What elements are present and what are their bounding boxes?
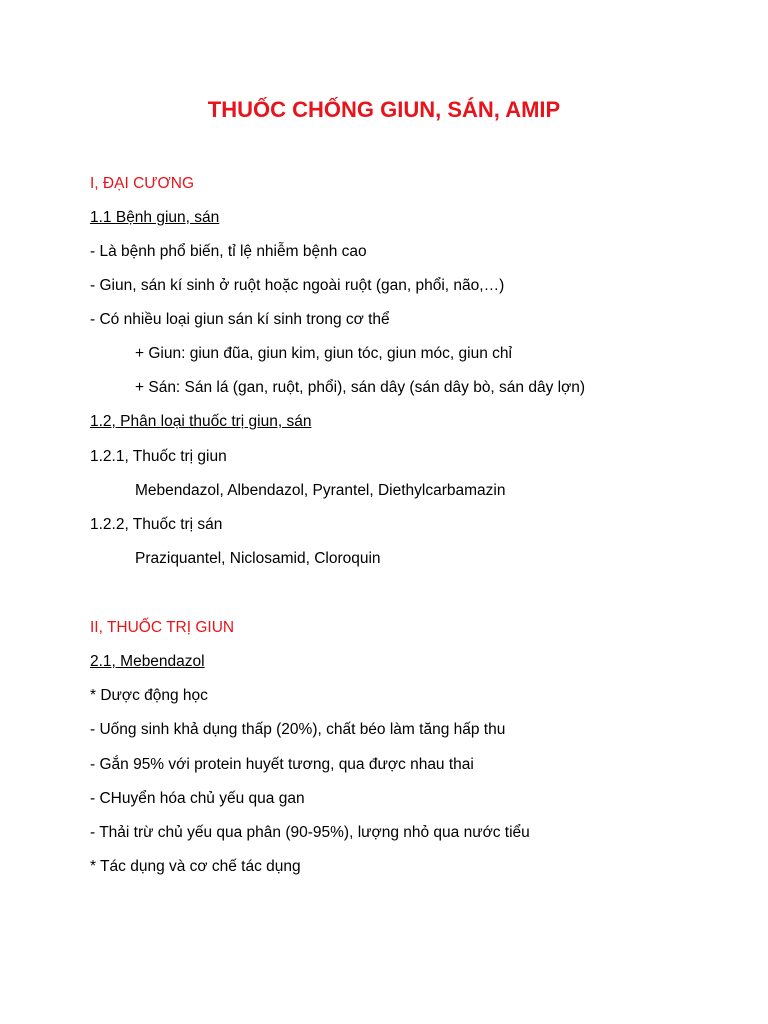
san-drug-list: Praziquantel, Niclosamid, Cloroquin: [135, 550, 381, 567]
paragraph-line: - Có nhiều loại giun sán kí sinh trong cơ thể: [90, 311, 390, 328]
section-2-heading: II, THUỐC TRỊ GIUN: [90, 619, 235, 636]
action-mechanism-heading: * Tác dụng và cơ chế tác dụng: [90, 858, 301, 875]
subsection-2-1-heading: 2.1, Mebendazol: [90, 653, 205, 670]
paragraph-line: - Là bệnh phổ biến, tỉ lệ nhiễm bệnh cao: [90, 243, 367, 260]
subsection-1-2-heading: 1.2, Phân loại thuốc trị giun, sán: [90, 413, 312, 430]
document-title: THUỐC CHỐNG GIUN, SÁN, AMIP: [207, 97, 561, 122]
paragraph-line: - Thải trừ chủ yếu qua phân (90-95%), lượng nhỏ qua nước tiểu: [90, 824, 530, 841]
indented-line: + Giun: giun đũa, giun kim, giun tóc, giun móc, giun chỉ: [135, 345, 512, 362]
paragraph-line: - CHuyển hóa chủ yếu qua gan: [90, 790, 305, 807]
subsection-1-2-2-heading: 1.2.2, Thuốc trị sán: [90, 516, 223, 533]
subsection-1-2-1-heading: 1.2.1, Thuốc trị giun: [90, 448, 227, 465]
section-1-heading: I, ĐẠI CƯƠNG: [90, 175, 195, 192]
paragraph-line: - Gắn 95% với protein huyết tương, qua được nhau thai: [90, 756, 474, 773]
giun-drug-list: Mebendazol, Albendazol, Pyrantel, Diethylcarbamazin: [135, 482, 506, 499]
paragraph-line: - Giun, sán kí sinh ở ruột hoặc ngoài ruột (gan, phổi, não,…): [90, 277, 505, 294]
pharmacokinetics-heading: * Dược động học: [90, 687, 208, 704]
subsection-1-1-heading: 1.1 Bệnh giun, sán: [90, 209, 220, 226]
paragraph-line: - Uống sinh khả dụng thấp (20%), chất béo làm tăng hấp thu: [90, 721, 506, 738]
indented-line: + Sán: Sán lá (gan, ruột, phổi), sán dây (sán dây bò, sán dây lợn): [135, 379, 586, 396]
